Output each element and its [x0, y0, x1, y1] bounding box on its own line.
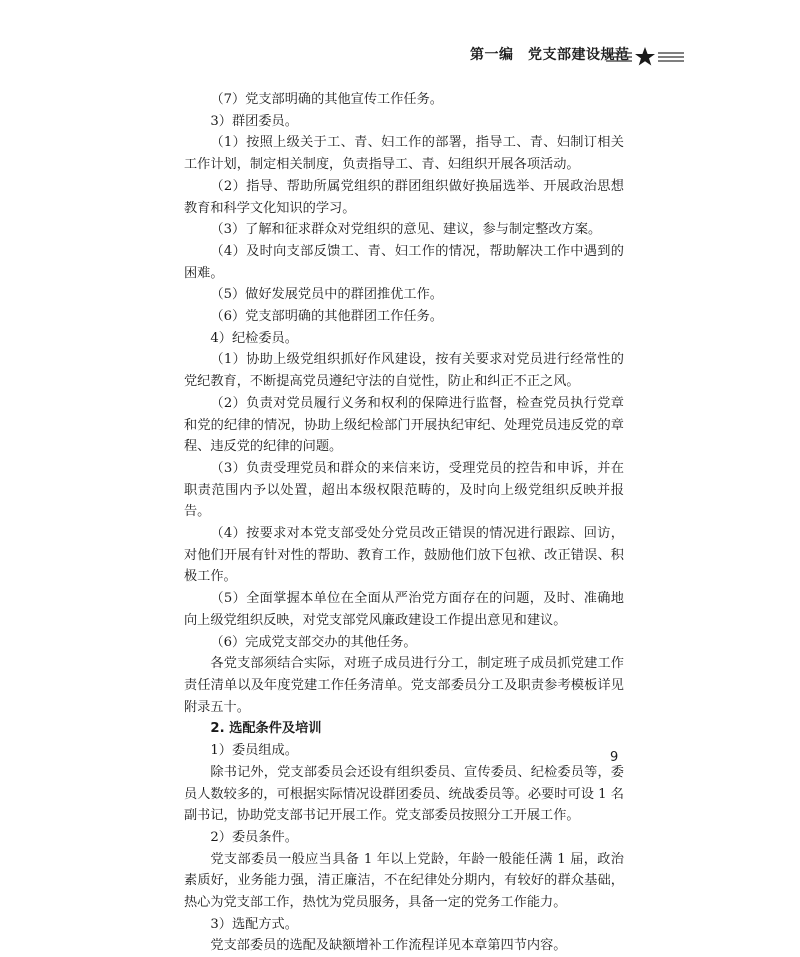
paragraph: （1）协助上级党组织抓好作风建设，按有关要求对党员进行经常性的党纪教育，不断提高党员遵纪守法的自觉性，防止和纠正不正之风。 — [184, 352, 624, 390]
running-header-title: 第一编 党支部建设规范 — [470, 47, 630, 63]
paragraph: （3）了解和征求群众对党组织的意见、建议，参与制定整改方案。 — [210, 222, 602, 238]
paragraph: （5）做好发展党员中的群团推优工作。 — [210, 287, 443, 303]
subsection-heading: 1）委员组成。 — [210, 743, 298, 759]
star-rule-icon — [606, 46, 686, 68]
section-heading: 2. 选配条件及培训 — [210, 721, 322, 737]
paragraph: （6）党支部明确的其他群团工作任务。 — [210, 309, 443, 325]
running-header — [0, 42, 800, 72]
body-text — [184, 89, 624, 957]
subsection-heading: 3）群团委员。 — [210, 113, 298, 129]
paragraph: 党支部委员一般应当具备 1 年以上党龄，年龄一般能任满 1 届，政治素质好，业务能力强，清正廉洁，不在纪律处分期内，有较好的群众基础，热心为党支部工作，热忱为党员服务，具备一定的党务工作能力。 — [184, 851, 624, 911]
paragraph: （4）及时向支部反馈工、青、妇工作的情况，帮助解决工作中遇到的困难。 — [184, 243, 624, 281]
paragraph: 各党支部须结合实际，对班子成员进行分工，制定班子成员抓党建工作责任清单以及年度党建工作任务清单。党支部委员分工及职责参考模板详见附录五十。 — [184, 656, 624, 715]
subsection-heading: 4）纪检委员。 — [210, 330, 298, 346]
paragraph: 党支部委员的选配及缺额增补工作流程详见本章第四节内容。 — [210, 938, 567, 954]
paragraph: （2）负责对党员履行义务和权利的保障进行监督，检查党员执行党章和党的纪律的情况，协助上级纪检部门开展执纪审纪、处理党员违反党的章程、违反党的纪律的问题。 — [184, 395, 624, 455]
paragraph: （2）指导、帮助所属党组织的群团组织做好换届选举、开展政治思想教育和科学文化知识的学习。 — [184, 178, 624, 216]
subsection-heading: 2）委员条件。 — [210, 829, 298, 845]
paragraph: （3）负责受理党员和群众的来信来访，受理党员的控告和申诉，并在职责范围内予以处置，超出本级权限范畴的，及时向上级党组织反映并报告。 — [184, 460, 624, 520]
paragraph: （6）完成党支部交办的其他任务。 — [210, 634, 417, 650]
paragraph: （7）党支部明确的其他宣传工作任务。 — [210, 92, 443, 107]
paragraph: （5）全面掌握本单位在全面从严治党方面存在的问题，及时、准确地向上级党组织反映，对党支部党风廉政建设工作提出意见和建议。 — [184, 591, 624, 628]
paragraph: 除书记外，党支部委员会还设有组织委员、宣传委员、纪检委员等，委员人数较多的，可根据实际情况设群团委员、统战委员等。必要时可设 1 名副书记，协助党支部书记开展工作。党支部委员按照分工开展工作。 — [184, 764, 624, 824]
paragraph: （4）按要求对本党支部受处分党员改正错误的情况进行跟踪、回访，对他们开展有针对性的帮助、教育工作，鼓励他们放下包袱、改正错误、积极工作。 — [184, 526, 624, 585]
subsection-heading: 3）选配方式。 — [210, 916, 298, 932]
paragraph: （1）按照上级关于工、青、妇工作的部署，指导工、青、妇制订相关工作计划，制定相关制度，负责指导工、青、妇组织开展各项活动。 — [184, 135, 624, 173]
page-number: 9 — [610, 750, 619, 765]
